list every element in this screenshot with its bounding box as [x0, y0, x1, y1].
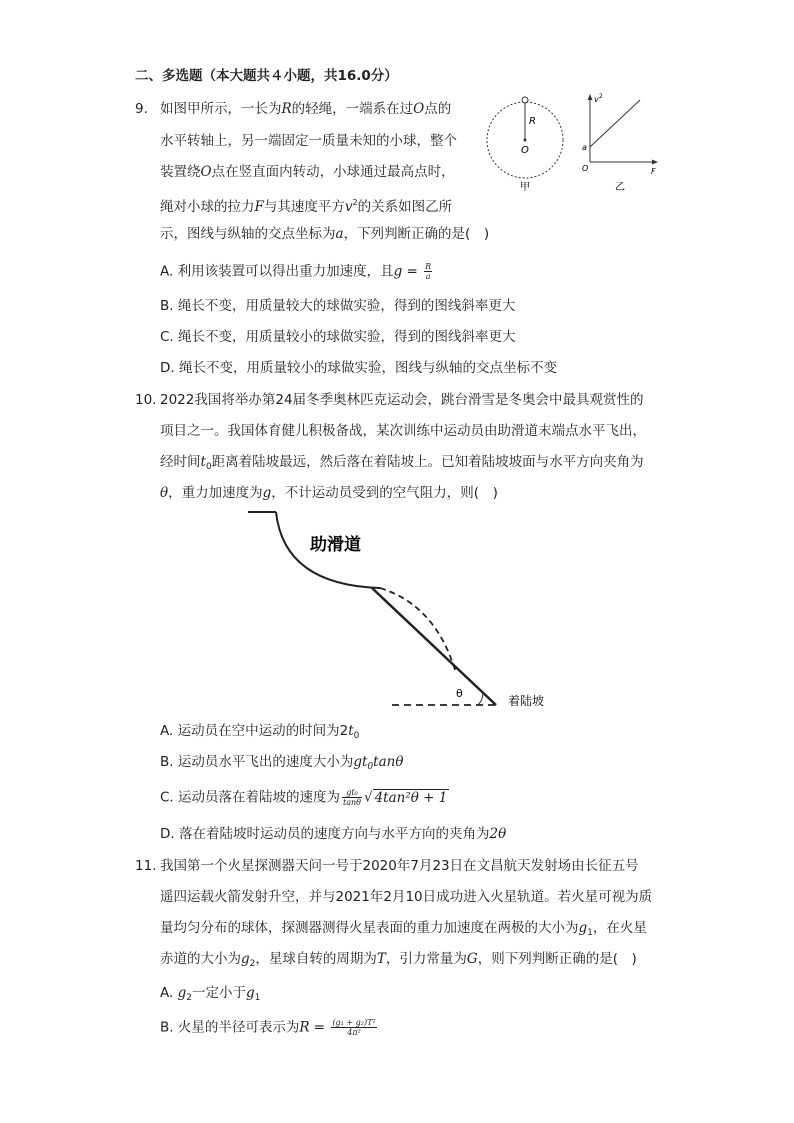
question-9-number: 9. [135, 101, 148, 117]
q9-option-C: C. 绳长不变，用质量较小的球做实验，得到的图线斜率更大 [160, 329, 516, 345]
fig2-label-v: v [594, 95, 599, 104]
figure-yi [578, 92, 668, 192]
q11-line-2: 遥四运载火箭发射升空，并与2021年2月10日成功进入火星轨道。若火星可视为质 [160, 889, 653, 905]
q11-line-3: 量均匀分布的球体，探测器测得火星表面的重力加速度在两极的大小为$g_1$，在火星 [160, 920, 647, 938]
q10-line-3: 经时间$t_0$距离着陆坡最远，然后落在着陆坡上。已知着陆坡坡面与水平方向夹角为 [160, 454, 644, 472]
q9-option-A: A. 利用该装置可以得出重力加速度，且g = $\frac{R}{a}$ [160, 262, 432, 281]
fig2-label-v-sup: 2 [599, 93, 603, 100]
q9-line-4: 绳对小球的拉力F与其速度平方$v^2$的关系如图乙所 [160, 198, 453, 215]
question-11-number: 11. [135, 858, 157, 874]
q10-line-1: 2022我国将举办第24届冬季奥林匹克运动会，跳台滑雪是冬奥会中最具观赏性的 [160, 392, 644, 408]
q9-option-D: D. 绳长不变，用质量较小的球做实验，图线与纵轴的交点坐标不变 [160, 360, 557, 376]
ski-jump-figure [240, 505, 560, 715]
q11-line-1: 我国第一个火星探测器天问一号于2020年7月23日在文昌航天发射场由长征五号 [160, 858, 639, 874]
q9-line-3: 装置绕O点在竖直面内转动，小球通过最高点时， [160, 164, 455, 180]
slope-label: 着陆坡 [508, 694, 545, 708]
q9-option-B: B. 绳长不变，用质量较大的球做实验，得到的图线斜率更大 [160, 298, 516, 314]
question-10-number: 10. [135, 392, 157, 408]
fig2-caption: 乙 [615, 182, 625, 192]
q11-option-B: B. 火星的半径可表示为R = $\frac{\text{(g₁ + g₂)T²}}{\text{4π²}}$ [160, 1018, 376, 1037]
q9-line-5: 示，图线与纵轴的交点坐标为a，下列判断正确的是( ) [160, 226, 490, 242]
theta-label: θ [456, 687, 463, 700]
fig2-label-O: O [582, 164, 589, 173]
figure-jia [482, 92, 574, 192]
q10-option-B: B. 运动员水平飞出的速度大小为$gt_0\tan\theta$ [160, 754, 404, 772]
q9-line-2: 水平转轴上，另一端固定一质量未知的小球，整个 [160, 133, 457, 149]
q11-line-4: 赤道的大小为$g_2$，星球自转的周期为T，引力常量为G，则下列判断正确的是( ) [160, 951, 637, 969]
q10-option-A: A. 运动员在空中运动的时间为$2t_0$ [160, 723, 360, 741]
section-title: 二、多选题（本大题共４小题，共16.0分） [135, 68, 398, 84]
ramp-label: 助滑道 [310, 535, 361, 555]
fig2-label-a: a [582, 143, 587, 152]
q10-option-D: D. 落在着陆坡时运动员的速度方向与水平方向的夹角为2θ [160, 826, 507, 842]
fig1-label-R: R [529, 116, 536, 127]
fig1-label-O: O [521, 145, 529, 156]
q9-line-1: 如图甲所示，一长为R的轻绳，一端系在过O点的 [160, 101, 452, 117]
q11-option-A: A. $g_2$一定小于$g_1$ [160, 985, 261, 1003]
q10-option-C: C. 运动员落在着陆坡的速度为 $\frac{\text{gt₀}}{\tan\theta}$ √ 4tan²θ + 1 [160, 788, 448, 807]
fig2-label-F: F [651, 167, 656, 176]
q10-line-2: 项目之一。我国体育健儿积极备战，某次训练中运动员由助滑道末端点水平飞出， [160, 423, 646, 439]
fig1-caption: 甲 [520, 182, 530, 192]
q10-line-4: θ，重力加速度为g，不计运动员受到的空气阻力，则( ) [160, 485, 498, 501]
